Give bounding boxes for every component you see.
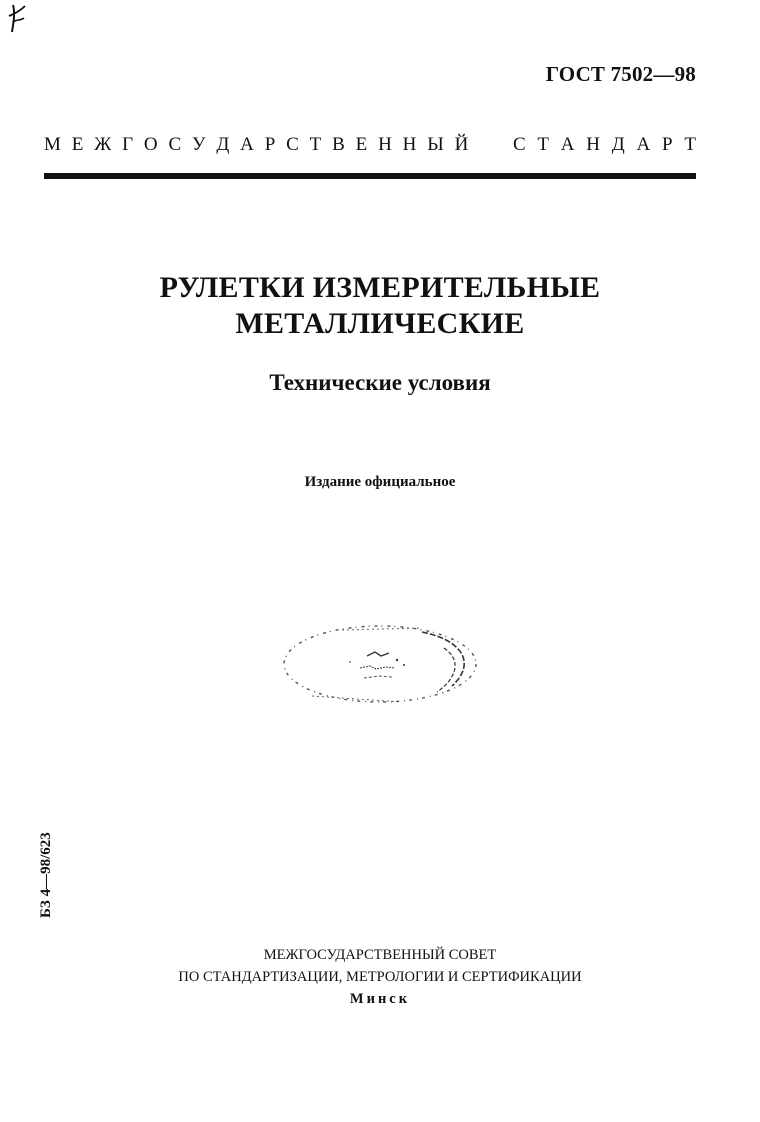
side-registration-code: БЗ 4—98/623 <box>38 832 54 918</box>
letter: С <box>286 134 299 155</box>
letter: Е <box>355 134 368 155</box>
letter: Ж <box>94 134 112 155</box>
document-title <box>0 270 760 342</box>
standard-word-standard <box>513 134 696 156</box>
letter: Т <box>684 134 696 155</box>
letter: У <box>192 134 206 155</box>
letter: Т <box>537 134 550 155</box>
header-divider <box>44 173 696 179</box>
standard-type-line <box>44 134 696 156</box>
letter: С <box>168 134 182 155</box>
letter: Р <box>662 134 673 155</box>
faded-oval-stamp-icon <box>272 618 482 710</box>
letter: Г <box>122 134 134 155</box>
publisher-line-1: МЕЖГОСУДАРСТВЕННЫЙ СОВЕТ <box>263 947 497 963</box>
document-subtitle: Технические условия <box>269 370 491 395</box>
letter: Е <box>71 134 84 155</box>
standard-word-interstate <box>44 134 469 156</box>
letter: А <box>240 134 254 155</box>
letter: Т <box>309 134 322 155</box>
letter: О <box>143 134 158 155</box>
letter: Н <box>378 134 392 155</box>
letter: Д <box>216 134 230 155</box>
letter: Й <box>454 134 469 155</box>
publisher-city: Минск <box>349 991 411 1007</box>
title-line-1: РУЛЕТКИ ИЗМЕРИТЕЛЬНЫЕ <box>159 271 601 304</box>
letter: А <box>636 134 651 155</box>
letter: М <box>44 134 61 155</box>
gost-number: ГОСТ 7502—98 <box>545 62 696 86</box>
letter: С <box>512 134 526 155</box>
letter: В <box>332 134 345 155</box>
letter: Н <box>402 134 417 155</box>
edition-label: Издание официальное <box>304 474 456 490</box>
publisher-line-2: ПО СТАНДАРТИЗАЦИИ, МЕТРОЛОГИИ И СЕРТИФИКАЦИИ <box>178 969 582 985</box>
letter: Д <box>611 134 625 155</box>
publisher-block <box>0 944 760 1010</box>
letter: Р <box>264 134 276 155</box>
handwritten-mark-icon <box>6 2 28 36</box>
letter: Ы <box>427 134 444 155</box>
letter: Н <box>586 134 601 155</box>
title-line-2: МЕТАЛЛИЧЕСКИЕ <box>235 307 525 340</box>
letter: А <box>560 134 575 155</box>
